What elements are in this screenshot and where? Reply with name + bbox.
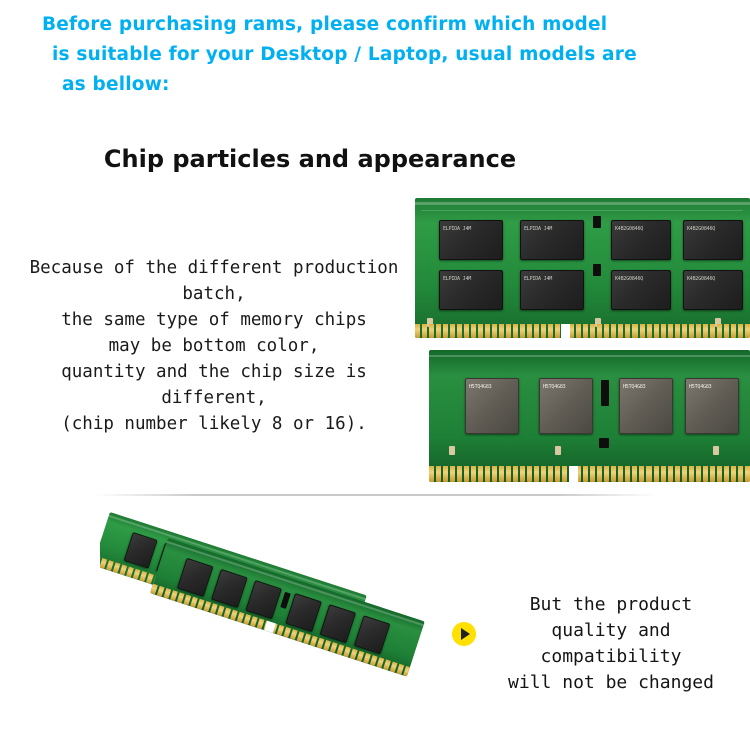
paragraph-line-3: may be bottom color, — [108, 336, 320, 356]
purchase-notice — [0, 10, 750, 100]
section-divider — [96, 494, 656, 496]
quality-note — [480, 592, 742, 696]
memory-chip — [520, 270, 584, 310]
chip-label: H5TQ4G83 — [689, 384, 712, 390]
memory-chip — [685, 378, 739, 434]
quality-note-line-2: quality and compatibility — [540, 620, 682, 667]
chip-label: H5TQ4G83 — [623, 384, 646, 390]
memory-chip — [619, 378, 673, 434]
triangle-glyph — [461, 628, 470, 640]
memory-chip — [611, 270, 671, 310]
memory-chip — [211, 569, 248, 608]
smd-part — [280, 592, 291, 609]
desktop-dimm-photo — [100, 500, 450, 710]
paragraph-line-2: the same type of memory chips — [61, 310, 367, 330]
smd-part — [599, 438, 609, 448]
quality-note-line-3: will not be changed — [508, 672, 714, 693]
smd-part — [593, 264, 601, 276]
memory-chip — [539, 378, 593, 434]
dimm-module-front — [149, 538, 425, 680]
memory-chip — [177, 558, 214, 597]
chip-label: K4B2G0846Q — [687, 226, 716, 232]
module-notch — [561, 324, 570, 338]
notice-line-1: Before purchasing rams, please confirm which model — [42, 14, 608, 35]
chip-label: K4B2G0846Q — [615, 276, 644, 282]
gold-contacts — [429, 466, 750, 482]
capacitor — [555, 446, 561, 455]
gold-contacts — [415, 324, 750, 338]
memory-chip — [285, 593, 322, 632]
memory-chip — [683, 220, 743, 260]
chip-label: H5TQ4G83 — [469, 384, 492, 390]
memory-chip — [320, 604, 357, 643]
memory-chip — [520, 220, 584, 260]
memory-chip — [439, 220, 503, 260]
capacitor — [713, 446, 719, 455]
chip-label: K4B2G0846Q — [615, 226, 644, 232]
description-paragraph — [14, 255, 414, 437]
sodimm-module-lower — [429, 350, 750, 482]
capacitor — [449, 446, 455, 455]
memory-chip — [465, 378, 519, 434]
memory-chip — [124, 532, 158, 569]
paragraph-line-1: Because of the different production batch, — [29, 258, 399, 304]
memory-chip — [354, 615, 391, 654]
chip-label: ELPIDA J4M — [443, 226, 472, 232]
sodimm-module-upper — [415, 198, 750, 338]
section-heading: Chip particles and appearance — [103, 145, 517, 173]
memory-chip — [245, 580, 282, 619]
bullet-play-icon — [452, 622, 476, 646]
paragraph-line-5: (chip number likely 8 or 16). — [61, 414, 367, 434]
smd-part — [593, 216, 601, 228]
chip-label: K4B2G0846Q — [687, 276, 716, 282]
chip-label: H5TQ4G83 — [543, 384, 566, 390]
notice-line-3: as bellow: — [62, 74, 170, 95]
paragraph-line-4: quantity and the chip size is different, — [61, 362, 367, 408]
module-notch — [569, 466, 578, 482]
notice-line-2: is suitable for your Desktop / Laptop, usual models are — [52, 44, 637, 65]
sodimm-photo — [415, 190, 750, 490]
chip-label: ELPIDA J4M — [524, 226, 553, 232]
smd-part — [601, 380, 609, 406]
memory-chip — [611, 220, 671, 260]
quality-note-line-1: But the product — [529, 594, 693, 615]
memory-chip — [683, 270, 743, 310]
memory-chip — [439, 270, 503, 310]
chip-label: ELPIDA J4M — [443, 276, 472, 282]
chip-label: ELPIDA J4M — [524, 276, 553, 282]
